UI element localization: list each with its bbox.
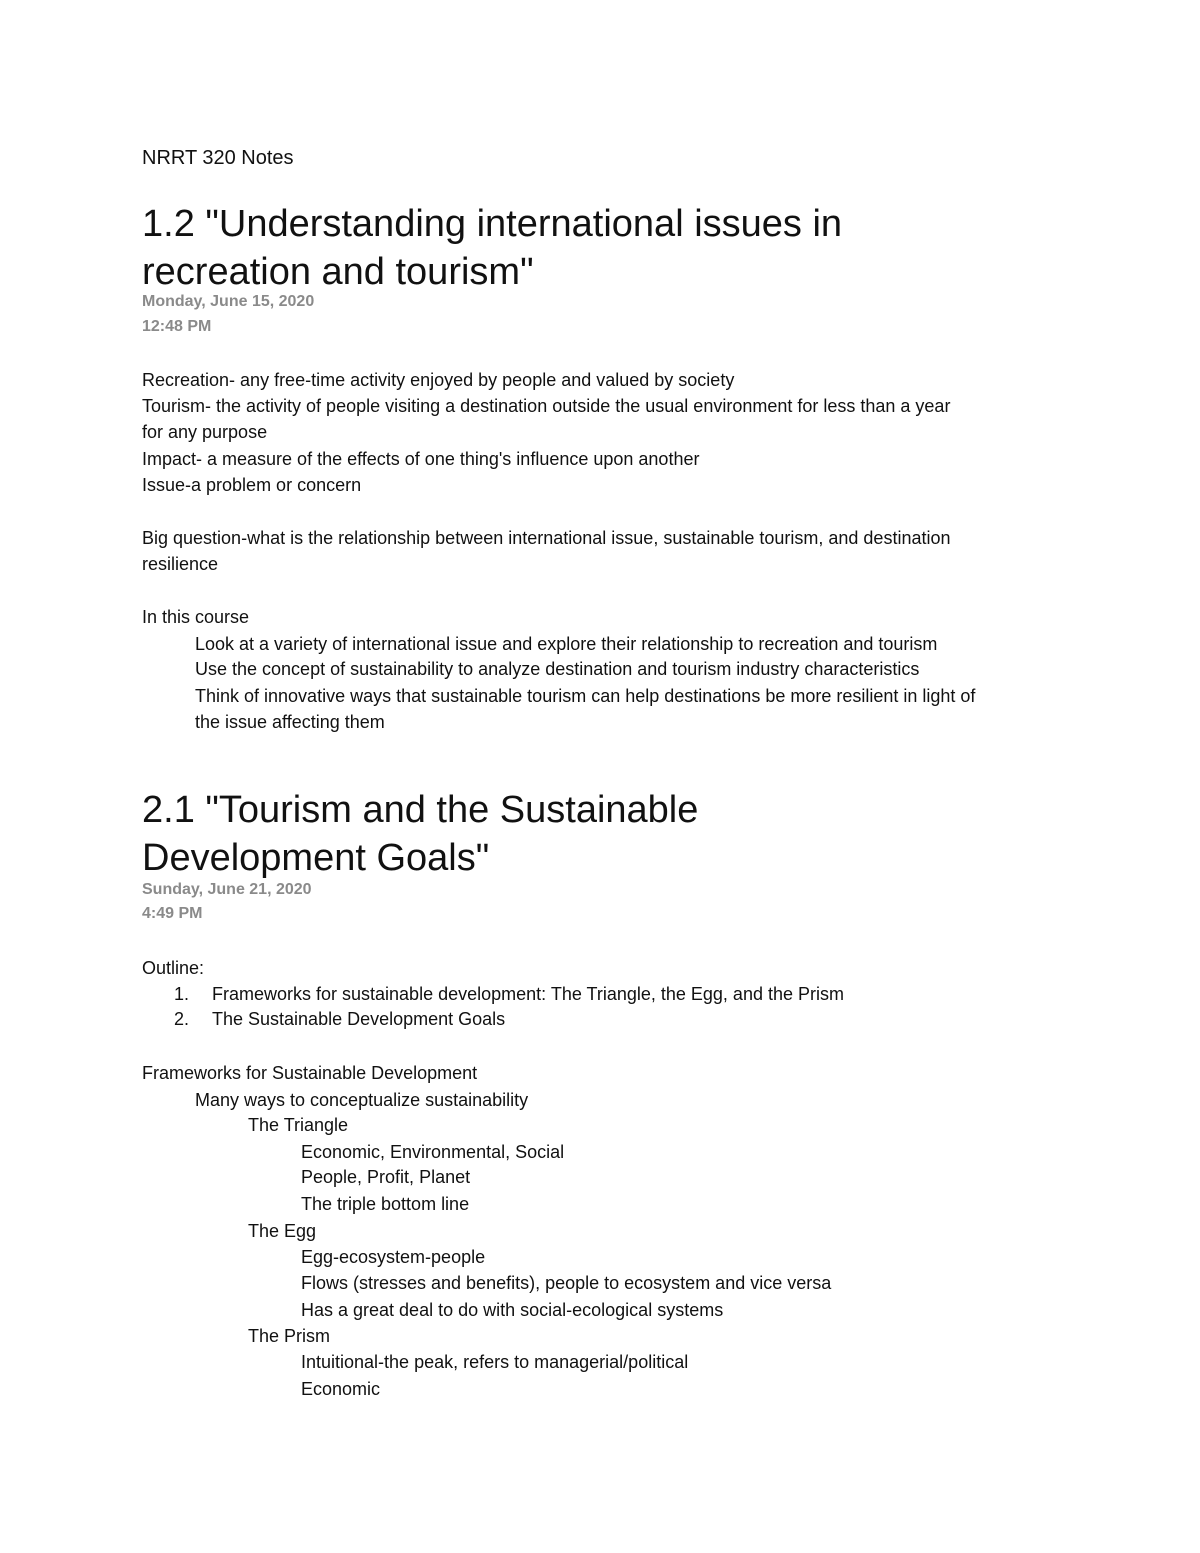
section-heading-2 — [142, 786, 1042, 882]
section-heading-1 — [142, 200, 1042, 296]
definition-tourism-cont: for any purpose — [142, 422, 268, 442]
big-question-cont: resilience — [142, 554, 219, 574]
egg-item: Egg-ecosystem-people — [301, 1247, 486, 1267]
triangle-item: People, Profit, Planet — [301, 1167, 471, 1187]
section-heading-2-line2: Development Goals" — [142, 837, 490, 879]
prism-item: Intuitional-the peak, refers to managerial/political — [301, 1352, 689, 1372]
outline-label: Outline: — [142, 958, 205, 978]
triangle-item: Economic, Environmental, Social — [301, 1142, 565, 1162]
prism-label: The Prism — [248, 1326, 331, 1346]
section-2-time: 4:49 PM — [142, 905, 203, 922]
course-item-cont: the issue affecting them — [195, 712, 385, 732]
section-heading-2-line1: 2.1 "Tourism and the Sustainable — [142, 789, 699, 831]
triangle-label: The Triangle — [248, 1115, 349, 1135]
section-1-time: 12:48 PM — [142, 318, 212, 335]
section-heading-1-line2: recreation and tourism" — [142, 251, 534, 293]
egg-item: Has a great deal to do with social-ecological systems — [301, 1300, 724, 1320]
outline-item: Frameworks for sustainable development: The Triangle, the Egg, and the Prism — [212, 984, 844, 1004]
definition-tourism: Tourism- the activity of people visiting a destination outside the usual environment for less than a year — [142, 396, 951, 416]
egg-label: The Egg — [248, 1221, 317, 1241]
triangle-item: The triple bottom line — [301, 1194, 470, 1214]
egg-item: Flows (stresses and benefits), people to ecosystem and vice versa — [301, 1273, 832, 1293]
big-question: Big question-what is the relationship between international issue, sustainable tourism, and destination — [142, 528, 951, 548]
course-item: Use the concept of sustainability to analyze destination and tourism industry characteristics — [195, 659, 920, 679]
definition-issue: Issue-a problem or concern — [142, 475, 362, 495]
outline-item: The Sustainable Development Goals — [212, 1009, 506, 1029]
section-2-date: Sunday, June 21, 2020 — [142, 881, 312, 898]
frameworks-label: Frameworks for Sustainable Development — [142, 1063, 478, 1083]
frameworks-intro: Many ways to conceptualize sustainability — [195, 1090, 529, 1110]
course-label: In this course — [142, 607, 250, 627]
definition-recreation: Recreation- any free-time activity enjoyed by people and valued by society — [142, 370, 735, 390]
course-item: Think of innovative ways that sustainable tourism can help destinations be more resilient in light of — [195, 686, 976, 706]
prism-item: Economic — [301, 1379, 381, 1399]
document-title: NRRT 320 Notes — [142, 147, 294, 169]
section-heading-1-line1: 1.2 "Understanding international issues in — [142, 203, 843, 245]
section-1-date: Monday, June 15, 2020 — [142, 293, 315, 310]
definition-impact: Impact- a measure of the effects of one thing's influence upon another — [142, 449, 700, 469]
course-item: Look at a variety of international issue and explore their relationship to recreation and tourism — [195, 634, 938, 654]
outline-item-number: 2. — [174, 1009, 190, 1029]
outline-item-number: 1. — [174, 984, 190, 1004]
